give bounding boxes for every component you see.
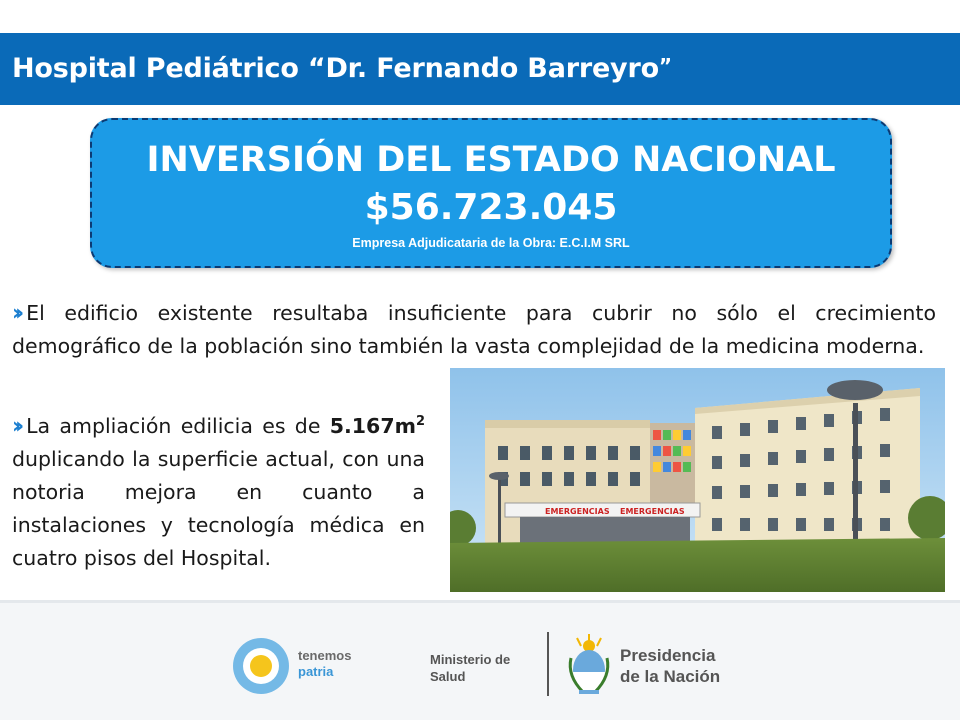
patria-text: patria	[298, 664, 334, 679]
hospital-photo	[450, 368, 945, 592]
paragraph-1	[12, 297, 936, 363]
logo-divider	[547, 632, 549, 696]
chevron-icon: ››	[12, 414, 19, 439]
ministerio-line2: Salud	[430, 669, 466, 684]
chevron-icon: ››	[12, 301, 19, 326]
presidencia-line2: de la Nación	[620, 667, 721, 686]
page-title-text: Hospital Pediátrico “Dr. Fernando Barreyro	[12, 53, 659, 84]
emergency-sign-left: EMERGENCIAS	[545, 507, 610, 516]
investment-title: INVERSIÓN DEL ESTADO NACIONAL	[146, 140, 836, 180]
area-superscript: 2	[415, 414, 425, 430]
paragraph-2-pre: La ampliación edilicia es de	[26, 414, 330, 438]
investment-amount: $56.723.045	[364, 187, 618, 228]
presidencia-line1: Presidencia	[620, 646, 716, 665]
page-title	[12, 53, 672, 84]
national-coat-of-arms-icon	[565, 632, 613, 698]
investment-box	[90, 118, 892, 268]
area-value	[330, 414, 425, 438]
contractor-label: Empresa Adjudicataria de la Obra: E.C.I.M SRL	[352, 236, 630, 250]
paragraph-1-text: El edificio existente resultaba insuficiente para cubrir no sólo el crecimiento demográfico de la población sino también la vasta complejidad de la medicina moderna.	[12, 301, 936, 358]
tenemos-patria-logo	[232, 636, 372, 696]
page-title-quote: ”	[658, 54, 672, 78]
paragraph-2-post: duplicando la superficie actual, con una notoria mejora en cuanto a instalaciones y tecnología médica en cuatro pisos del Hospital.	[12, 447, 425, 570]
sun-icon	[232, 636, 294, 696]
emergency-sign-right: EMERGENCIAS	[620, 507, 685, 516]
ministerio-line1: Ministerio de	[430, 652, 511, 667]
area-value-number: 5.167m	[329, 414, 416, 438]
tenemos-text: tenemos	[298, 648, 352, 663]
paragraph-2	[12, 410, 425, 575]
